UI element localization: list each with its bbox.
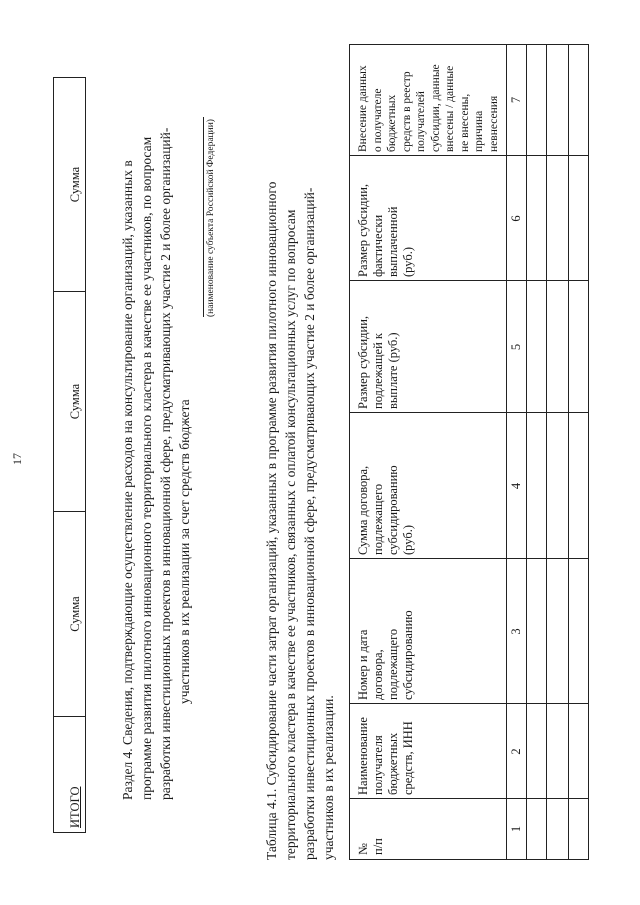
section4-heading: Раздел 4. Сведения, подтверждающие осуществление расходов на консультирование организаций, указанных в программе развития пилотного инновационного территориального кластера в качестве ее участников, по вопросам разработки инвестиционных проектов в инновационной сфере, предусматривающих участие 2 и более организаций- участников в их реализации за счет средств бюджета	[120, 127, 192, 800]
header-col-3: Номер и дата договора, подлежащего субсидированию	[356, 610, 415, 700]
subsidy-table	[349, 44, 589, 860]
column-number-1: 1	[509, 825, 523, 833]
header-col-6: Размер субсидии, фактически выплаченной (руб.)	[356, 183, 415, 277]
column-number-6: 6	[509, 215, 523, 222]
column-number-5: 5	[509, 343, 523, 351]
itogo-label: ИТОГО	[68, 786, 82, 828]
subject-name-line	[203, 117, 204, 317]
table41-caption: Таблица 4.1. Субсидирование части затрат организаций, указанных в программе развития пилотного инновационного территориального кластера в качестве ее участников, связанных с оплатой консультационных услуг по вопросам разработки инвестиционных проектов в инновационной сфере, предусматривающих участие 2 и более организаций- участников в их реализации.	[264, 181, 336, 860]
total-cell-3: Сумма	[54, 78, 85, 292]
column-number-4: 4	[509, 482, 523, 490]
header-col-4: Сумма договора, подлежащего субсидированию (руб.)	[356, 465, 415, 555]
header-col-7: Внесение данных о получателе бюджетных средств в реестр получателей субсидии, данные внесены / данные не внесены, причина невнесения	[357, 64, 500, 152]
column-number-7: 7	[509, 96, 523, 104]
page-number: 17	[10, 453, 24, 465]
column-number-2: 2	[509, 748, 523, 755]
header-col-2: Наименование получателя бюджетных средств, ИНН	[356, 717, 415, 795]
header-col-1: № п/п	[356, 838, 385, 855]
total-cell-1: Сумма	[54, 512, 85, 717]
total-cell-2: Сумма	[54, 292, 85, 512]
totals-table	[53, 77, 86, 833]
column-number-3: 3	[509, 628, 523, 635]
subject-name-hint: (наименование субъекта Российской Федерации)	[206, 119, 216, 317]
header-col-5: Размер субсидии, подлежащей к выплате (руб.)	[356, 315, 400, 409]
